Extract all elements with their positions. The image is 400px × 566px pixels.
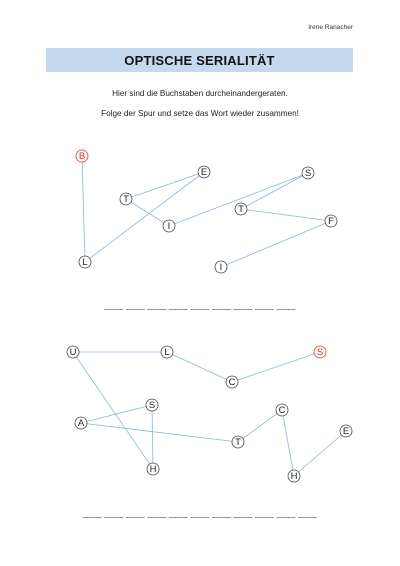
letter-text: C <box>228 377 236 388</box>
trail-line <box>221 221 331 267</box>
letter-node <box>235 203 247 215</box>
letter-text: E <box>200 167 208 178</box>
trail-line <box>81 405 152 423</box>
letter-text: T <box>235 437 241 448</box>
letter-text: L <box>82 257 88 268</box>
trail-line <box>126 172 204 199</box>
letter-node <box>75 417 87 429</box>
letter-text: S <box>316 347 324 358</box>
letter-node <box>146 399 158 411</box>
letter-node <box>67 346 79 358</box>
trail-line <box>294 431 346 476</box>
letter-text: T <box>238 204 244 215</box>
start-letter-node <box>314 346 326 358</box>
letter-text: F <box>328 216 334 227</box>
instruction-line-1: Hier sind die Buchstaben durcheinandergeraten. <box>112 89 288 98</box>
letter-text: H <box>149 464 157 475</box>
trail-line <box>152 405 153 469</box>
letter-node <box>276 404 288 416</box>
letter-node <box>302 167 314 179</box>
author-name: Irene Ranacher <box>308 24 353 31</box>
letter-node <box>120 193 132 205</box>
instruction-line-2: Folge der Spur und setze das Wort wieder zusammen! <box>101 109 299 118</box>
letter-node <box>288 470 300 482</box>
letter-text: C <box>278 405 286 416</box>
trail-line <box>282 410 294 476</box>
puzzle-2-trail <box>67 346 352 482</box>
trail-line <box>167 352 232 382</box>
letter-node <box>198 166 210 178</box>
trail-line <box>81 423 238 442</box>
letter-text: H <box>290 471 298 482</box>
letter-node <box>215 261 227 273</box>
letter-text: L <box>164 347 170 358</box>
letter-text: S <box>304 168 312 179</box>
answer-blanks-2: ____ ____ ____ ____ ____ ____ ____ ____ ____ ____ ____ <box>82 509 318 518</box>
trail-line <box>232 352 320 382</box>
page-title: OPTISCHE SERIALITÄT <box>124 52 275 68</box>
letter-text: I <box>219 262 223 273</box>
letter-node <box>232 436 244 448</box>
trail-line <box>85 172 204 262</box>
letter-node <box>226 376 238 388</box>
letter-node <box>340 425 352 437</box>
letter-text: E <box>342 426 350 437</box>
trail-line <box>73 352 156 469</box>
puzzle-1-trail <box>76 150 337 273</box>
letter-node <box>79 256 91 268</box>
trail-line <box>241 173 308 209</box>
trail-line <box>238 410 282 442</box>
letter-node <box>163 220 175 232</box>
letter-node <box>147 463 159 475</box>
letter-text: T <box>123 194 129 205</box>
trail-line <box>241 209 331 221</box>
letter-node <box>325 215 337 227</box>
start-letter-node <box>76 150 88 162</box>
trail-line <box>82 156 85 262</box>
trail-line <box>169 173 308 226</box>
letter-text: B <box>78 151 86 162</box>
answer-blanks-1: ____ ____ ____ ____ ____ ____ ____ ____ ____ <box>104 301 296 310</box>
letter-node <box>161 346 173 358</box>
letter-text: I <box>167 221 171 232</box>
letter-text: A <box>77 418 85 429</box>
letter-text: U <box>69 347 77 358</box>
letter-text: S <box>148 400 156 411</box>
